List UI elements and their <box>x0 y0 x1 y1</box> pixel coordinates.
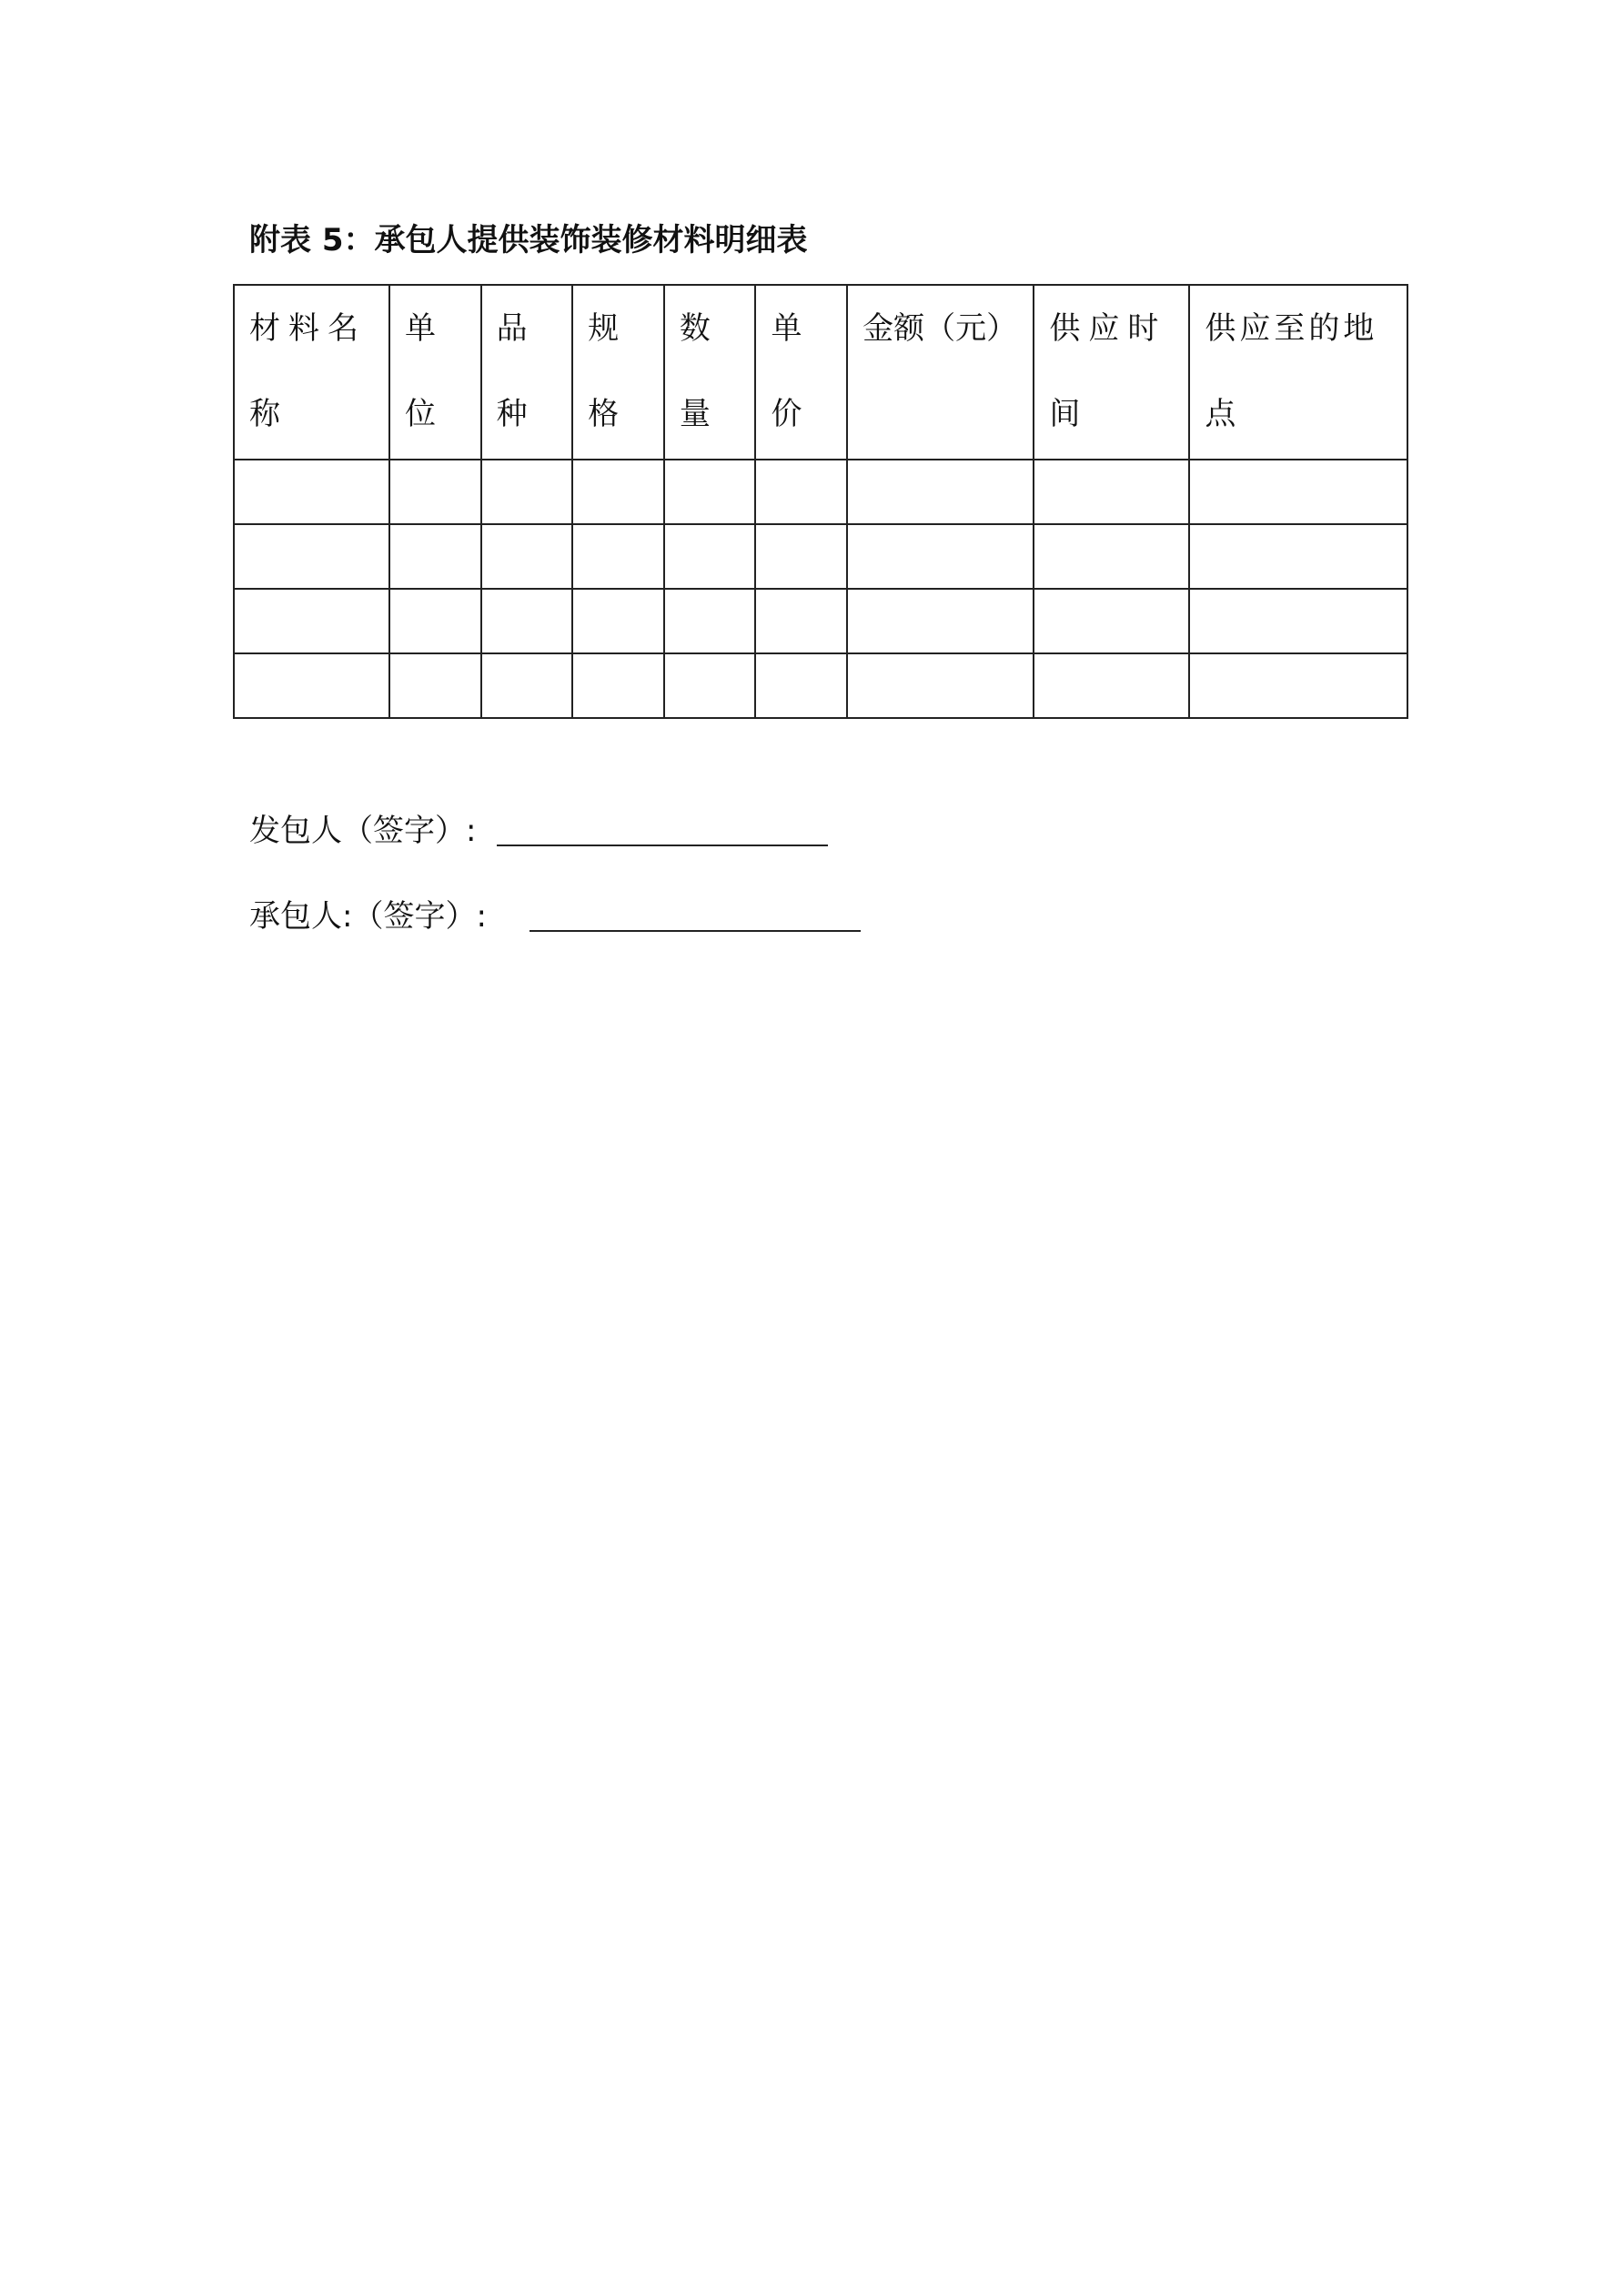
client-signature-line <box>249 808 476 854</box>
table-row <box>234 460 1407 524</box>
header-line: 金额（元） <box>862 310 1018 347</box>
header-line: 供应至的地 <box>1205 310 1378 347</box>
table-row <box>234 589 1407 653</box>
table-cell[interactable] <box>572 589 664 653</box>
header-line: 量 <box>679 396 711 432</box>
table-cell[interactable] <box>1189 653 1407 718</box>
header-line: 格 <box>588 396 620 432</box>
table-cell[interactable] <box>481 653 573 718</box>
header-unit-price <box>755 285 847 460</box>
header-line: 价 <box>771 396 802 432</box>
table-cell[interactable] <box>1189 589 1407 653</box>
header-line: 位 <box>405 396 437 432</box>
header-line: 数 <box>679 310 711 347</box>
table-row <box>234 653 1407 718</box>
table-cell[interactable] <box>389 460 481 524</box>
table-cell[interactable] <box>389 524 481 589</box>
table-cell[interactable] <box>481 460 573 524</box>
table-cell[interactable] <box>847 653 1034 718</box>
table-cell[interactable] <box>481 589 573 653</box>
header-line: 间 <box>1049 396 1081 432</box>
client-signature-label: 发包人（签字）: <box>249 813 477 849</box>
header-line: 点 <box>1205 396 1236 432</box>
header-material-name <box>234 285 389 460</box>
header-supply-location <box>1189 285 1407 460</box>
table-cell[interactable] <box>234 460 389 524</box>
header-supply-time <box>1034 285 1189 460</box>
table-cell[interactable] <box>234 524 389 589</box>
header-line: 供应时 <box>1049 310 1167 347</box>
table-cell[interactable] <box>755 653 847 718</box>
table-cell[interactable] <box>234 653 389 718</box>
table-cell[interactable] <box>234 589 389 653</box>
table-cell[interactable] <box>389 589 481 653</box>
header-line: 品 <box>496 310 528 347</box>
header-line <box>848 371 1033 457</box>
page-title: 附表 5：承包人提供装饰装修材料明细表 <box>249 222 808 258</box>
header-spec <box>572 285 664 460</box>
header-line: 单 <box>405 310 437 347</box>
header-amount <box>847 285 1034 460</box>
table-cell[interactable] <box>572 653 664 718</box>
table-cell[interactable] <box>664 589 756 653</box>
table-cell[interactable] <box>847 460 1034 524</box>
table-cell[interactable] <box>847 589 1034 653</box>
table-cell[interactable] <box>1189 460 1407 524</box>
header-variety <box>481 285 573 460</box>
client-signature-blank[interactable] <box>497 845 828 846</box>
table-cell[interactable] <box>664 460 756 524</box>
table-row <box>234 524 1407 589</box>
table-cell[interactable] <box>1034 589 1189 653</box>
table-cell[interactable] <box>847 524 1034 589</box>
table-cell[interactable] <box>664 653 756 718</box>
table-cell[interactable] <box>755 524 847 589</box>
table-cell[interactable] <box>755 589 847 653</box>
contractor-signature-line <box>249 894 487 939</box>
header-line: 材料名 <box>249 310 367 347</box>
table-cell[interactable] <box>481 524 573 589</box>
table-cell[interactable] <box>1034 460 1189 524</box>
table-cell[interactable] <box>1034 524 1189 589</box>
materials-table <box>233 284 1408 719</box>
header-line: 种 <box>496 396 528 432</box>
header-line: 单 <box>771 310 802 347</box>
header-unit <box>389 285 481 460</box>
table-cell[interactable] <box>389 653 481 718</box>
table-cell[interactable] <box>664 524 756 589</box>
table-header-row <box>234 285 1407 460</box>
contractor-signature-label: 承包人:（签字）: <box>249 898 487 935</box>
header-line: 称 <box>249 396 280 432</box>
table-cell[interactable] <box>1034 653 1189 718</box>
contractor-signature-blank[interactable] <box>530 930 861 932</box>
table-cell[interactable] <box>1189 524 1407 589</box>
header-line: 规 <box>588 310 620 347</box>
table-cell[interactable] <box>572 460 664 524</box>
header-quantity <box>664 285 756 460</box>
table-cell[interactable] <box>572 524 664 589</box>
table-cell[interactable] <box>755 460 847 524</box>
